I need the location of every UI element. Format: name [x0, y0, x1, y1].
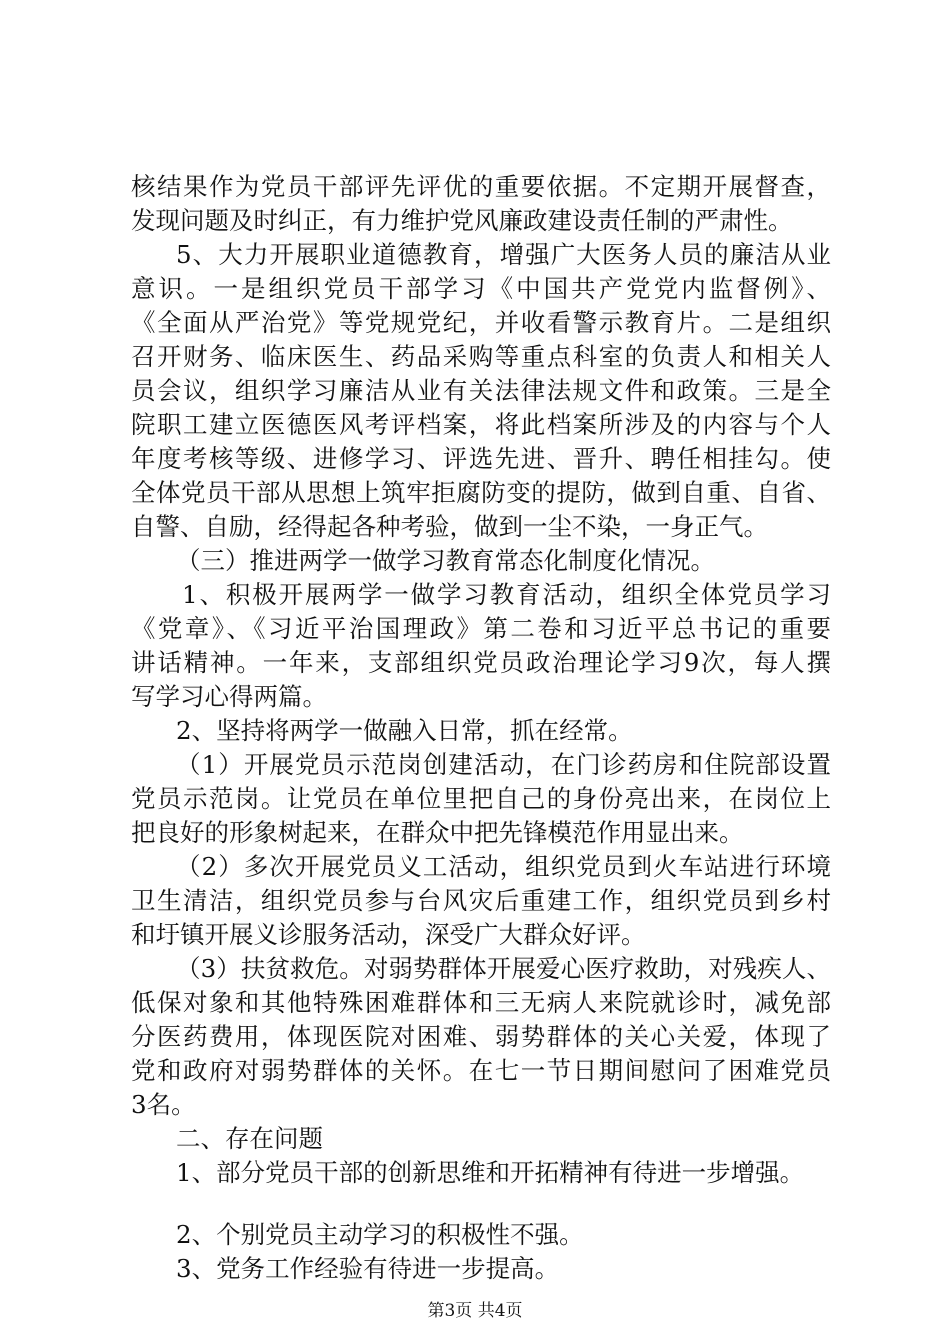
text-line: 年度考核等级、进修学习、评选先进、晋升、聘任相挂勾。使	[131, 444, 831, 473]
text-line: 分医药费用，体现医院对困难、弱势群体的关心关爱，体现了	[131, 1022, 831, 1051]
text-line: 讲话精神。一年来，支部组织党员政治理论学习9次，每人撰	[131, 648, 831, 677]
subsection-heading: （三）推进两学一做学习教育常态化制度化情况。	[176, 546, 715, 575]
text-line: 《全面从严治党》等党规党纪，并收看警示教育片。二是组织	[131, 308, 831, 337]
text-line: 写学习心得两篇。	[131, 682, 327, 711]
text-line: 2、个别党员主动学习的积极性不强。	[176, 1220, 584, 1249]
text-line: 把良好的形象树起来，在群众中把先锋模范作用显出来。	[131, 818, 744, 847]
text-line: 党和政府对弱势群体的关怀。在七一节日期间慰问了困难党员	[131, 1056, 831, 1085]
text-line: （2）多次开展党员义工活动，组织党员到火车站进行环境	[176, 852, 831, 881]
text-line: 卫生清洁，组织党员参与台风灾后重建工作，组织党员到乡村	[131, 886, 831, 915]
text-line: 党员示范岗。让党员在单位里把自己的身份亮出来，在岗位上	[131, 784, 831, 813]
text-line: 5、大力开展职业道德教育，增强广大医务人员的廉洁从业	[176, 240, 831, 269]
text-line: （1）开展党员示范岗创建活动，在门诊药房和住院部设置	[176, 750, 831, 779]
text-line: 《党章》、《习近平治国理政》第二卷和习近平总书记的重要	[131, 614, 831, 643]
text-line: 自警、自励，经得起各种考验，做到一尘不染，一身正气。	[131, 512, 768, 541]
text-line: 召开财务、临床医生、药品采购等重点科室的负责人和相关人	[131, 342, 831, 371]
section-heading: 二、存在问题	[176, 1124, 323, 1153]
text-line: 院职工建立医德医风考评档案，将此档案所涉及的内容与个人	[131, 410, 831, 439]
text-line: 核结果作为党员干部评先评优的重要依据。不定期开展督查，	[131, 172, 831, 201]
text-line: 2、坚持将两学一做融入日常，抓在经常。	[176, 716, 633, 745]
text-line: 1、积极开展两学一做学习教育活动，组织全体党员学习	[182, 580, 831, 609]
text-line: 发现问题及时纠正，有力维护党风廉政建设责任制的严肃性。	[131, 206, 793, 235]
text-line: （3）扶贫救危。对弱势群体开展爱心医疗救助，对残疾人、	[176, 954, 831, 983]
text-line: 全体党员干部从思想上筑牢拒腐防变的提防，做到自重、自省、	[131, 478, 831, 507]
page-number-footer: 第3页 共4页	[427, 1301, 523, 1321]
text-line: 低保对象和其他特殊困难群体和三无病人来院就诊时，减免部	[131, 988, 831, 1017]
text-line: 1、部分党员干部的创新思维和开拓精神有待进一步增强。	[176, 1158, 805, 1187]
text-line: 员会议，组织学习廉洁从业有关法律法规文件和政策。三是全	[131, 376, 831, 405]
text-line: 意识。一是组织党员干部学习《中国共产党党内监督例》、	[131, 274, 831, 303]
text-line: 3名。	[131, 1090, 196, 1119]
text-line: 3、党务工作经验有待进一步提高。	[176, 1254, 560, 1283]
text-line: 和圩镇开展义诊服务活动，深受广大群众好评。	[131, 920, 646, 949]
